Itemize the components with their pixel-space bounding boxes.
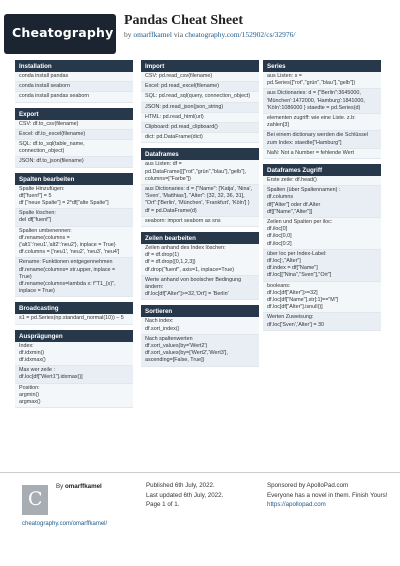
byline-by: by [124,30,132,39]
section-title: Broadcasting [15,302,133,314]
section-title: Export [15,108,133,120]
logo-text: Cheatography [12,25,114,40]
section-row: Werte anhand von boolscher Bedingung ändern: df.loc[df["Alter"]>=32,'Ort'] = 'Berlin' [141,276,259,301]
section-row: Index: df.idxmin() df.idxmax() [15,342,133,367]
section-row: Spalte Hinzufügen: df["fuenf"] = 5 df ["neue Spalte"] = 2*df["alte Spalte"] [15,185,133,210]
section-row: Spalten umbenennen: df.rename(columns = {'alt1':'neu1','alt2':'neu2'}, inplace = True) df.columns = ['neu1', 'neu2', 'neu3', 'neu4'] [15,227,133,259]
section-row: CSV: df.to_csv(filename) [15,120,133,130]
author-link[interactable]: omarffkamel [133,30,172,39]
cheatography-logo[interactable] [4,14,116,54]
section [141,60,259,143]
section-title: Installation [15,60,133,72]
section-row: Clipboard: pd.read_clipboard() [141,123,259,133]
page-count: Page 1 of 1. [146,501,180,508]
section-row: conda install pandas seaborn [15,92,133,102]
section [141,232,259,300]
section-row: JSON: df.to_json(filename) [15,157,133,167]
section-title: Series [263,60,381,72]
footer-by-label: By [56,483,64,490]
section-row: JSON: pd.read_json(json_string) [141,103,259,113]
section-title: Dataframes Zugriff [263,164,381,176]
section [263,164,381,331]
section-row: Nach spaltenwerten df.sort_values(by='Wert2') df.sort_values(by=['Wert2','Wert3'], ascending=[False, True]) [141,335,259,367]
section-row: aus Listen: s = pd.Series(["rot","grün","blau"],"gelb"]) [263,72,381,89]
footer-author-link[interactable]: cheatography.com/omarffkamel/ [22,521,108,527]
section-title: Zeilen bearbeiten [141,232,259,244]
published-date: Published 6th July, 2022. [146,482,215,489]
section-title: Sortieren [141,305,259,317]
section [15,173,133,298]
section-row: Excel: pd.read_excel(filename) [141,82,259,92]
section-row: SQL: pd.read_sql(query, connection_object) [141,92,259,102]
section-row: über loc per Index-Label: df.loc[:,"Alter"] df.index = df["Name"] df.loc[["Nina","Sven"],"Ort"] [263,250,381,282]
section-row: aus Dictionaries: d = {"Berlin":3645000, 'München':1472000, 'Hamburg':1841000, 'Köln':1086000 } staedte = pd.Series(d) [263,89,381,114]
sheet-url-link[interactable]: cheatography.com/152902/cs/32976/ [184,30,296,39]
publication-info [146,481,223,510]
section [15,60,133,103]
section [15,330,133,409]
sponsor-link[interactable]: https://apollopad.com [267,501,326,508]
section-row: booleans: df.loc[df["Alter"]>=32] df.loc[df["Name"].str[:1]=="M"] df.loc[df["Alter"].isnull()] [263,282,381,314]
section-row: Werten Zuweisung: df.loc['Sven','Alter'] = 30 [263,313,381,330]
section-row: Bei einem dictionary werden die Schlüssel zum Index: staedte["Hamburg"] [263,131,381,148]
section-row: seaborn: import seaborn as sns [141,217,259,227]
section-row: HTML: pd.read_html(url) [141,113,259,123]
page-header [0,0,400,54]
section-row: Max wer zeile : df.loc[df["Wert1"].idxmax()] [15,366,133,383]
section-row: Spalten (über Spaltennamen) : df.columns df["Alter"] oder df.Alter df[["Name","Alter"]] [263,186,381,218]
section-row: Zeilen anhand des Index löschen: df = df.drop(1) df = df.drop([0,1,2,3]) df.drop("fuenf", axis=1, inplace=True) [141,244,259,276]
section-title: Dataframes [141,148,259,160]
footer-author [56,483,102,490]
section-row: Position: argmin() argmax() [15,384,133,409]
column-3 [263,60,381,336]
section-row: conda install seaborn [15,82,133,92]
column-2 [141,60,259,372]
sponsor-line: Everyone has a novel in them. Finish Yours! [267,491,388,499]
avatar-letter: C [28,488,43,510]
section-row: Excel: df.to_excel(filename) [15,130,133,140]
section-row: aus Listen: df = pd.DataFrame([["rot","grün","blau"],"gelb"], columns=["Farbe"]) [141,160,259,185]
section-row: Nach index: df.sort_index() [141,317,259,334]
section-row: s1 = pd.Series(np.standard_normal(10)) – 5 [15,314,133,324]
section-row: Rename: Funktionen entgegennehmen df.rename(columns= str.upper, inplace = True) df.rename(columns=lambda x: f"T1_{x}", inplace = True) [15,258,133,297]
section [141,148,259,227]
section-row: Spalte löschen: del df["fuenf"] [15,209,133,226]
section-row: CSV: pd.read_csv(filename) [141,72,259,82]
section-row: Erste zeile: df.head() [263,176,381,186]
footer-author-name[interactable]: omarffkamel [64,483,102,490]
sponsor-name: Sponsored by ApolloPad.com [267,482,349,489]
section-row: elementen zugriff: wie eine Liste. z.b: zahlen[3] [263,114,381,131]
section-title: Spalten bearbeiten [15,173,133,185]
section [263,60,381,159]
section-row: NaN: Not a Number = fehlende Wert [263,149,381,159]
section-row: conda install pandas [15,72,133,82]
section [15,302,133,324]
column-1 [15,60,133,413]
byline [124,30,295,39]
section-row: aus Dictionaries: d = {"Name": ['Katja', 'Nina', 'Sven', 'Matthias'], "Alter": [32, 32, 36, 31], "Ort":['Berlin', 'München', 'Frankfurt', 'Köln'] } df = pd.DataFrame(d) [141,185,259,217]
section-row: Zeilen und Spalten per iloc: df.iloc[0] df.iloc[0,0] df.iloc[0:2] [263,218,381,250]
page-footer [0,472,400,566]
updated-date: Last updated 6th July, 2022. [146,491,224,499]
section [141,305,259,366]
section-row: SQL: df.to_sql(table_name, connection_object) [15,140,133,157]
section-title: Ausprägungen [15,330,133,342]
byline-via: via [173,30,184,39]
page-title: Pandas Cheat Sheet [124,13,244,28]
sponsor-info [267,481,387,510]
section [15,108,133,168]
section-row: dict: pd.DataFrame(dict) [141,133,259,143]
section-title: Import [141,60,259,72]
avatar [22,485,48,515]
